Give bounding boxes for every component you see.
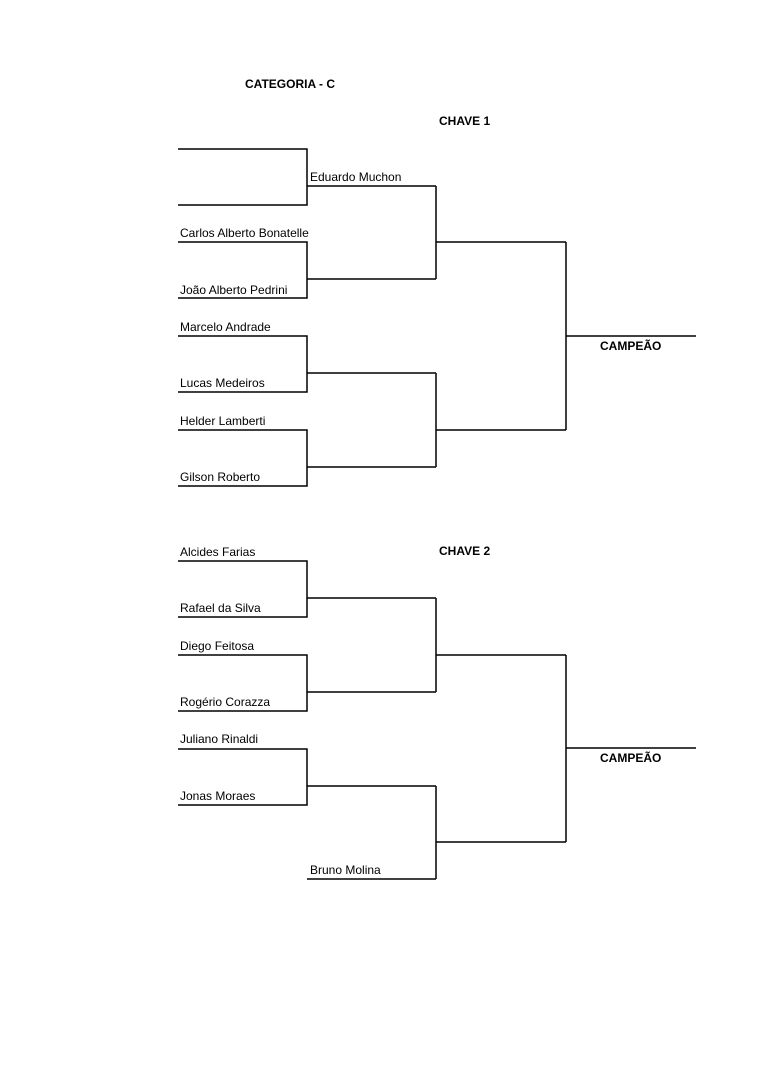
c1-r1-m3-top: Marcelo Andrade	[180, 320, 271, 334]
c1-r1-m4-bottom: Gilson Roberto	[180, 470, 261, 484]
bracket-lines	[178, 149, 696, 879]
c1-r1-m1-line	[178, 149, 307, 205]
c1-r1-m3-bottom: Lucas Medeiros	[180, 376, 265, 390]
bracket-1-champion-label: CAMPEÃO	[600, 339, 662, 353]
c2-r1-m3-bottom: Jonas Moraes	[180, 789, 256, 803]
c2-r1-m1-top: Alcides Farias	[180, 545, 256, 559]
bracket-2-champion-label: CAMPEÃO	[600, 751, 662, 765]
bracket-1-title: CHAVE 1	[439, 114, 491, 128]
c1-r1-m2-top: Carlos Alberto Bonatelle	[180, 226, 309, 240]
bracket-2-title: CHAVE 2	[439, 544, 491, 558]
c2-r1-m3-top: Juliano Rinaldi	[180, 732, 259, 746]
c1-r1-m2-bottom: João Alberto Pedrini	[180, 283, 288, 297]
c2-r1-m2-top: Diego Feitosa	[180, 639, 255, 653]
c1-r1-m4-top: Helder Lamberti	[180, 414, 266, 428]
c2-r2-entry: Bruno Molina	[310, 863, 381, 877]
c1-r2-entry: Eduardo Muchon	[310, 170, 402, 184]
c2-r1-m2-bottom: Rogério Corazza	[180, 695, 271, 709]
bracket-text	[180, 77, 661, 877]
c2-r1-m1-bottom: Rafael da Silva	[180, 601, 261, 615]
category-title: CATEGORIA - C	[245, 77, 335, 91]
